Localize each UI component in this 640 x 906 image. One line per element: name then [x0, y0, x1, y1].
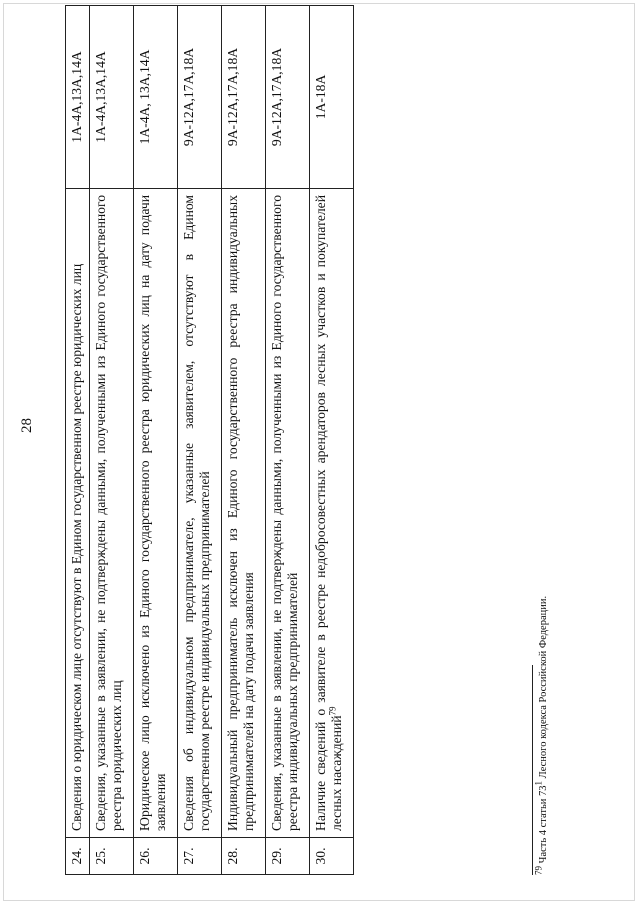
row-description: Сведения об индивидуальном предпринимателе, указанные заявителем, отсутствуют в Едином государственном реестре индивидуальных предпринимателей: [178, 189, 222, 838]
row-codes: 1А-4А,13А,14А: [66, 6, 90, 189]
footnote-text: Часть 4 статьи 73: [538, 785, 549, 866]
row-codes: 9А-12А,17А,18А: [266, 6, 310, 189]
table-row: [90, 6, 134, 875]
row-description: Сведения, указанные в заявлении, не подтверждены данными, полученными из Единого государственного реестра юридических лиц: [90, 189, 134, 838]
row-number: 30.: [310, 838, 354, 875]
row-description: Сведения, указанные в заявлении, не подтверждены данными, полученными из Единого государственного реестра индивидуальных предпринимателей: [266, 189, 310, 838]
footnote-sup: 1: [533, 780, 544, 786]
table-row: [310, 6, 354, 875]
row-codes: 1А-18А: [310, 6, 354, 189]
table-row: [222, 6, 266, 875]
row-number: 28.: [222, 838, 266, 875]
rotated-content: [65, 5, 635, 875]
row-codes: 1А-4А, 13А,14А: [134, 6, 178, 189]
footnote-ref: 79: [327, 706, 338, 716]
row-number: 25.: [90, 838, 134, 875]
table-row: [266, 6, 310, 875]
footnote: [533, 175, 549, 875]
footnote-text-after: Лесного кодекса Российской Федерации.: [538, 595, 549, 781]
table-row: [134, 6, 178, 875]
row-number: 24.: [66, 838, 90, 875]
row-description-text: Наличие сведений о заявителе в реестре недобросовестных арендаторов лесных участков и покупателей лесных насаждений: [313, 195, 345, 831]
row-description: Юридическое лицо исключено из Единого государственного реестра юридических лиц на дату подачи заявления: [134, 189, 178, 838]
criteria-table: [65, 5, 354, 875]
footnote-marker: 79: [533, 866, 544, 875]
table-row: [178, 6, 222, 875]
row-codes: 9А-12А,17А,18А: [178, 6, 222, 189]
row-description: Индивидуальный предприниматель исключен из Единого государственного реестра индивидуальных предпринимателей на дату подачи заявления: [222, 189, 266, 838]
row-number: 27.: [178, 838, 222, 875]
row-codes: 1А-4А,13А,14А: [90, 6, 134, 189]
table-row: [66, 6, 90, 875]
row-codes: 9А-12А,17А,18А: [222, 6, 266, 189]
row-number: 29.: [266, 838, 310, 875]
footnote-rule: [532, 665, 533, 875]
row-number: 26.: [134, 838, 178, 875]
row-description: Сведения о юридическом лице отсутствуют в Едином государственном реестре юридических лиц: [66, 189, 90, 838]
row-description: [310, 189, 354, 838]
page-number: 28: [19, 418, 35, 433]
